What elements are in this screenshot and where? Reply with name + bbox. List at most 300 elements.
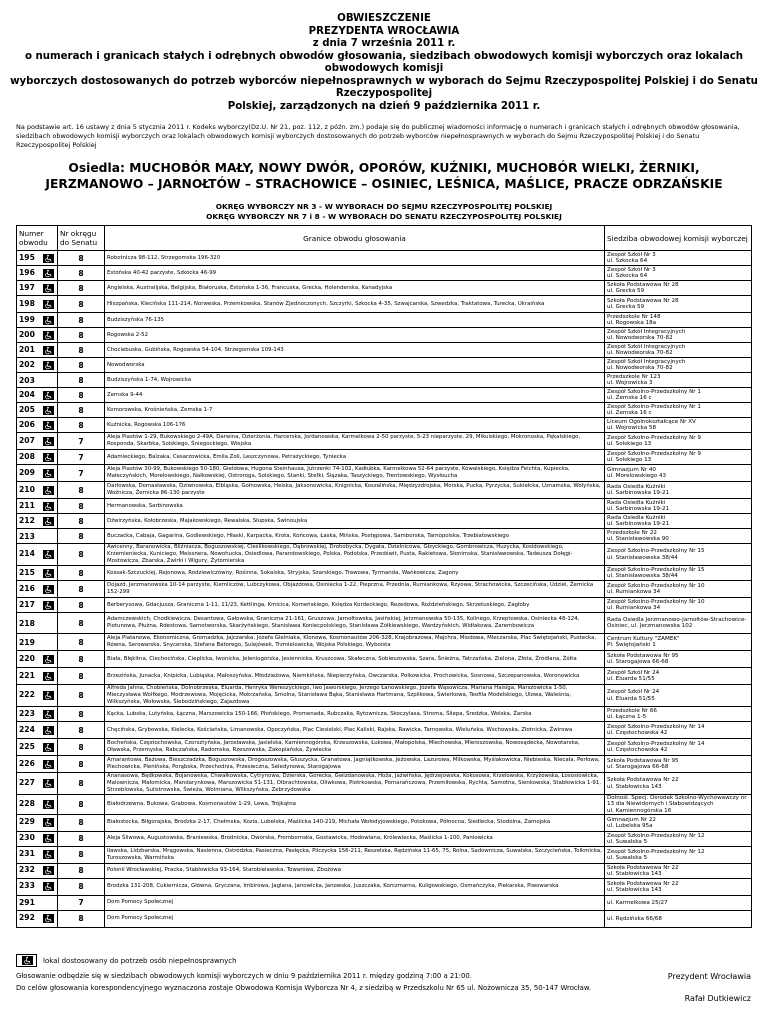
cell-numer [17,514,58,529]
cell-granice: Budziszyńska 1-74, Wojrowicka [105,373,605,388]
cell-okreg: 8 [58,529,105,544]
cell-siedziba [605,878,752,895]
district-number: 206 [19,419,35,429]
cell-numer [17,739,58,756]
table-row [17,281,752,296]
cell-siedziba [605,529,752,544]
cell-numer [17,756,58,773]
cell-granice: Buczacka, Cabaja, Gagarina, Godlewskiego, Hłaski, Karpacka, Krota, Końcowa, Łaska, Mińska, Postępowa, Samborska, Tarnopolska, Trzebiatowskiego [105,529,605,544]
cell-granice: Amarantowa, Bażowa, Bieszczadzka, Boguszowska, Drogoszowska, Głuszycka, Granatowa, Jagniątkowska, Jeżowska, Lazurowa, Milkowska, Myślakowicka, Niebieska, Niecała, Perłowa, Piechowicka, Pienińska, Porąbska, Przechodnia, Przesieczna, Seledynowa, Starogajowa [105,756,605,773]
cell-granice: Hiszpańska, Klecińska 111-214, Norweska, Przemkowska, Stanów Zjednoczonych, Szczyrki, Szkocka 4-35, Szwajcarska, Szwedzka, Traktatowa, Turecka, Ukraińska [105,296,605,313]
cell-granice: Angielska, Australijska, Belgijska, Białoruska, Estońska 1-36, Francuska, Grecka, Holenderska, Kanadyjska [105,281,605,296]
table-row [17,685,752,707]
seat-name: Zespół Szkół Nr 24 [607,669,660,676]
cell-siedziba [605,634,752,651]
cell-numer [17,450,58,465]
cell-siedziba [605,482,752,499]
seat-name: Zespół Szkolno-Przedszkolny Nr 10 [607,598,705,605]
seat-address: ul. Grecka 59 [607,288,645,294]
table-row [17,634,752,651]
wheelchair-icon [43,346,54,355]
cell-numer [17,251,58,266]
cell-numer [17,668,58,685]
signature [668,966,751,1010]
district-number: 229 [19,817,35,827]
cell-numer [17,707,58,722]
cell-granice: Awicenny, Baranowicka, Bliźniacza, Boguszowskiej, Cieślikowskiego, Dąbrowskiej, Drohobycka, Dygata, Dzielnicowa, Głzyckiego, Gombrowicza, Huzycka, Kosidowskiego, Krzemieniecka, Kuniciego, Meissnera, Nowohucka, Osiedlowa, Parandowskiego, Polska, Podolska, Przedświt, Pusta, Rakietowa, Słonimska, Stanisławowska, Tadeusza Dołęgi-Mostowicza, Zbarska, Żwirki i Wigury, Żytomierska [105,544,605,566]
cell-siedziba [605,668,752,685]
district-number: 202 [19,359,35,369]
district-number: 230 [19,833,35,843]
wheelchair-icon [43,818,54,827]
district-number: 292 [19,913,35,923]
seat-address: ul. Rumiankowa 34 [607,605,661,611]
district-number: 195 [19,252,35,262]
cell-okreg: 8 [58,685,105,707]
cell-granice: Aleja Śliwowa, Augustowska, Braniewska, Brodnicka, Dworska, Frombornska, Gostawicka, Hodowlana, Królewiecka, Maślicka 1-100, Panlowicka [105,831,605,846]
cell-okreg: 8 [58,707,105,722]
seat-address: ul. Szkocka 64 [607,258,648,264]
seat-address: ul. Sarbinowska 19-21 [607,506,670,512]
wheelchair-icon [43,391,54,400]
seat-address: ul. Rogowska 18a [607,320,657,326]
cell-numer [17,281,58,296]
seat-address: ul. Łączna 1-5 [607,714,647,720]
district-number: 233 [19,881,35,891]
cell-numer [17,529,58,544]
wheelchair-icon [43,469,54,478]
cell-numer [17,499,58,514]
seat-address: ul. Eluarda 51/55 [607,676,655,682]
seat-name: Szkoła Podstawowa Nr 22 [607,777,679,784]
seat-address: ul. Solskiego 13 [607,441,652,447]
table-row [17,388,752,403]
seat-address: ul. Sarbinowska 19-21 [607,521,670,527]
seat-name: Zespół Szkolno-Przedszkolny Nr 9 [607,434,701,441]
cell-siedziba [605,373,752,388]
cell-numer [17,722,58,739]
seat-name: Szkoła Podstawowa Nr 28 [607,281,679,288]
wheelchair-icon [43,834,54,843]
cell-okreg: 8 [58,403,105,418]
cell-granice: Białodrzewna, Bukowa, Grabowa, Kosmonautów 1-29, Lewa, Trójkątna [105,795,605,815]
seat-name: Szkoła Podstawowa Nr 22 [607,880,679,887]
cell-granice: Polonii Wrocławskiej, Pracka, Stabłowicka 93-164, Starobielawska, Towarowa, Zbożowa [105,863,605,878]
table-row [17,499,752,514]
cell-siedziba [605,358,752,373]
cell-numer [17,895,58,910]
cell-siedziba [605,514,752,529]
seat-address: ul. Stanisławowska 38/44 [607,573,678,579]
legend-label: lokal dostosowany do potrzeb osób niepełnosprawnych [43,956,237,965]
cell-okreg: 7 [58,450,105,465]
wheelchair-icon [43,421,54,430]
cell-okreg: 8 [58,388,105,403]
wheelchair-icon [43,406,54,415]
table-row [17,313,752,328]
district-number: 201 [19,344,35,354]
wheelchair-icon [43,743,54,752]
cell-granice: Kossak-Szczuckiej, Rejonowa, Rodziewiczówny, Rośinna, Sokalska, Stryjska, Szarskiego, Trawowa, Tyrmanda, Wańkowicza, Zagony [105,566,605,581]
cell-siedziba [605,773,752,795]
seat-address: ul. Zemska 16 c [607,395,652,401]
district-number: 291 [19,898,35,908]
footer [16,970,591,994]
seat-name: Gimnazjum Nr 40 [607,466,656,473]
district-number: 209 [19,467,35,477]
wheelchair-icon [43,726,54,735]
cell-numer [17,465,58,482]
table-row [17,910,752,927]
seat-name: Zespół Szkolno-Przedszkolny Nr 10 [607,582,705,589]
cell-numer [17,544,58,566]
district-number: 221 [19,670,35,680]
cell-okreg: 8 [58,499,105,514]
table-row [17,846,752,863]
cell-okreg: 8 [58,514,105,529]
cell-siedziba [605,465,752,482]
cell-granice: Adamieckiego, Balzaka, Cesarzowicka, Emila Zoli, Leszczynowa, Petrażyckiego, Tyniecka [105,450,605,465]
signature-title: Prezydent Wrocławia [667,972,751,981]
cell-siedziba [605,281,752,296]
cell-siedziba [605,846,752,863]
district-number: 226 [19,758,35,768]
cell-numer [17,795,58,815]
districts-table [16,225,752,928]
cell-granice: Białostocka, Biłgorajska, Brodzka 2-17, Chełmska, Kozia, Lubelska, Maślicka 140-219, Michała Wołodyjowskiego, Potokowa, Północna, Siedlecka, Stodolna, Zamojska [105,814,605,831]
cell-siedziba [605,266,752,281]
cell-okreg: 8 [58,773,105,795]
wheelchair-icon [43,453,54,462]
district-number: 211 [19,500,35,510]
cell-okreg: 8 [58,373,105,388]
cell-numer [17,266,58,281]
cell-okreg: 8 [58,846,105,863]
district-number: 205 [19,404,35,414]
cell-granice: Darłowska, Domasławska, Dziwnowska, Elbląska, Gołnowska, Helska, Jaksonowicka, Knignicka, Koszalińska, Międzyzdrojska, Morska, Pucka, Pyrzycka, Sukiełcka, Uznamska, Wolyńska, Woźnicza, Żernicka 86-130 parzyste [105,482,605,499]
table-row [17,795,752,815]
cell-okreg: 8 [58,581,105,598]
table-row [17,296,752,313]
district-number: 212 [19,515,35,525]
cell-okreg: 8 [58,634,105,651]
cell-granice: Budziszyńska 76-135 [105,313,605,328]
wheelchair-icon [43,437,54,446]
district-number: 224 [19,724,35,734]
legend-box [16,954,37,967]
seat-address: ul. Nowodworska 70-82 [607,335,673,341]
table-row [17,598,752,613]
seat-address: ul. Solskiego 13 [607,457,652,463]
cell-numer [17,296,58,313]
seat-name: Zespół Szkół Integracyjnych [607,358,686,365]
legend [16,954,237,967]
cell-granice: Aleja Platanowa, Ekonomiczna, Gromadzka, Jajczarska, Józefa Gielniaka, Klonowa, Kosmonautów 206-328, Krajobrazowa, Majchra, Miodowa, Mleczarska, Plac Świętojański, Pustecka, Równa, Serowarska, Snycerska, Stefana Batorego, Sulejówek, Trzmielowicka, Wojska Polskiego, Wyboista [105,634,605,651]
cell-okreg: 8 [58,296,105,313]
cell-granice: Adamczewskich, Chodkiewicza, Desantowa, Gałowska, Graniczna 21-161, Gruszowa, Jarnołtowska, Jasińskiej, Jerzmanowska 50-135, Kolinego, Krzeptowska, Osiniecka 48-124, Piotunowa, Płużna, Rdestowa, Samotworska, Skarżyńskiego, Stanisława Koniecpolskiego, Stanisława Żółkiewskiego, Wardzyńskich, Widłakowa, Zarembowicza [105,613,605,634]
seat-name: Zespół Szkolno-Przedszkolny Nr 9 [607,450,701,457]
district-number: 203 [19,375,35,385]
seat-address: ul. Częstochowska 42 [607,730,668,736]
cell-okreg: 8 [58,863,105,878]
district-number: 220 [19,653,35,663]
table-row [17,814,752,831]
table-header-row [17,226,752,251]
district-number: 196 [19,267,35,277]
cell-okreg: 7 [58,465,105,482]
cell-okreg: 8 [58,328,105,343]
seat-address: ul. Suwalska 5 [607,854,648,861]
seat-name: Szkoła Podstawowa Nr 22 [607,864,679,871]
district-number: 216 [19,583,35,593]
wheelchair-icon [43,850,54,859]
table-row [17,651,752,668]
table-row [17,895,752,910]
cell-siedziba [605,313,752,328]
cell-granice: Komorowska, Krośnieńska, Zemska 1-7 [105,403,605,418]
seat-address: ul. Starogajowa 66-68 [607,659,669,665]
cell-numer [17,403,58,418]
seat-name: Zespół Szkolno-Przedszkolny Nr 14 [607,723,705,730]
wheelchair-icon [43,779,54,788]
table-row [17,482,752,499]
cell-granice: Aleja Piastów 30-99, Bukowskiego 50-180, Gieldowa, Hugona Steinhausa, Jutrzenki 74-102, Kadłubka, Karmelkowa 52-64 parzyste, Kowalskiego, Księdza Feichta, Kupiecka, Małeczyńskich, Morelowskiego, Nałkowskiej, Ostroroga, Solskiego, Stanki, Stefki, Ślązaka, Taszyckiego, Trentowskiego, Wysłoucha [105,465,605,482]
cell-okreg: 8 [58,613,105,634]
cell-siedziba [605,418,752,433]
seat-name: Szkoła Podstawowa Nr 28 [607,297,679,304]
cell-granice: Chociebuska, Gubińska, Rogowska 54-104, Strzegomska 109-143 [105,343,605,358]
cell-granice: Dźwirzyńska, Kołobrzeska, Majakowskiego, Rewalska, Słupska, Świnoujska [105,514,605,529]
cell-granice: Brzezińska, Junacka, Knipicka, Lubiąska, Małoszyńska, Młodzieżowa, Niemkińska, Niepierzyńska, Owczarska, Polkowicka, Prochowicka, Sosnowa, Szczepanowska, Woronowicka [105,668,605,685]
notice-subject-1: o numerach i granicach stałych i odrębnych obwodów głosowania, siedzibach obwodowych komisji wyborczych oraz lokalach obwodowych komisji [24,50,744,74]
cell-siedziba [605,739,752,756]
table-row [17,756,752,773]
footer-postal-voting: Do celów głosowania korespondencyjnego wyznaczona zostaje Obwodowa Komisja Wyborcza Nr 4, z siedzibą w Przedszkolu Nr 65 ul. Nożownicza 35, 50-147 Wrocław. [16,984,592,992]
seat-address: ul. Nowodworska 70-82 [607,365,673,371]
cell-numer [17,846,58,863]
seat-name: Szkoła Podstawowa Nr 95 [607,652,679,659]
seat-name: Zespół Szkolno-Przedszkolny Nr 12 [607,832,705,839]
wheelchair-icon [43,800,54,809]
seat-address: ul. Wojrowicka 3 [607,380,653,386]
seat-address: ul. Częstochowska 42 [607,747,668,753]
cell-numer [17,814,58,831]
cell-numer [17,482,58,499]
seat-name: Rada Osiedla Kuźniki [607,499,666,506]
cell-numer [17,831,58,846]
table-row [17,739,752,756]
district-number: 218 [19,618,35,628]
cell-granice: Rogowska 2-52 [105,328,605,343]
district-number: 228 [19,798,35,808]
wheelchair-icon [43,269,54,278]
area-line-1: Osiedla: MUCHOBÓR MAŁY, NOWY DWÓR, OPORÓW, KUŹNIKI, MUCHOBÓR WIELKI, ŻERNIKI, [68,161,700,175]
cell-okreg: 8 [58,722,105,739]
cell-okreg: 8 [58,668,105,685]
cell-okreg: 7 [58,433,105,450]
wheelchair-icon [43,655,54,664]
district-number: 197 [19,282,35,292]
cell-granice: Biała, Błękitna, Ciechocińska, Cieplicka, Iwonicka, Jeleniogórska, Jesiennicka, Kruszcowa, Skałeczna, Sobieszowska, Szara, Śnieżna, Tatrzańska, Zielona, Złota, Źródlana, Żółta [105,651,605,668]
seat-name: Zespół Szkół Integracyjnych [607,343,686,350]
table-row [17,581,752,598]
seat-name: Zespół Szkolno-Przedszkolny Nr 1 [607,388,701,395]
notice-header [0,13,768,113]
wheelchair-icon [43,486,54,495]
cell-numer [17,343,58,358]
cell-numer [17,634,58,651]
table-row [17,266,752,281]
seat-address: ul. Sarbinowska 19-21 [607,490,670,496]
seat-name: Gimnazjum Nr 22 [607,816,656,823]
cell-numer [17,328,58,343]
cell-granice: Estońska 40-42 parzyste, Szkocka 46-99 [105,266,605,281]
district-number: 231 [19,849,35,859]
seat-name: Centrum Kultury "ZAMEK" [607,635,680,642]
cell-numer [17,581,58,598]
seat-name: Zespół Szkolno-Przedszkolny Nr 12 [607,848,705,855]
signature-name: Rafał Dutkiewicz [684,994,751,1003]
cell-siedziba [605,388,752,403]
table-row [17,403,752,418]
district-number: 204 [19,389,35,399]
cell-okreg: 8 [58,831,105,846]
wheelchair-icon [43,882,54,891]
table-row [17,831,752,846]
cell-okreg: 8 [58,343,105,358]
cell-granice: Dojazd, Jerzmanowska 10-14 parzyste, Kiemliczów, Lubczykowa, Objazdowa, Osiniecka 1-22, Pieprzna, Przednia, Rumiankowa, Rzyowa, Strachowicka, Szczecińska, Udziel, Żernicka 152-299 [105,581,605,598]
cell-okreg: 8 [58,418,105,433]
district-number: 207 [19,435,35,445]
district-info [0,202,768,222]
cell-okreg: 8 [58,910,105,927]
legal-basis: Na podstawie art. 16 ustawy z dnia 5 stycznia 2011 r. Kodeks wyborczy(Dz.U. Nr 21, poz. 112, z późn. zm.) podaje się do publicznej wiadomości informację o numerach i granicach stałych i odrębnych obwodów głosowania, siedzibach obwodowych komisji wyborczych oraz lokalach obwodowych komisji wyborczych dostosowanych do potrzeb wyborców niepełnosprawnych w wyborach do Sejmu Rzeczypospolitej Polskiej i do Senatu Rzeczypospolitej Polskiej [16,123,740,149]
cell-granice: Dom Pomocy Społecznej [105,910,605,927]
cell-okreg: 8 [58,598,105,613]
cell-granice: Kuźnicka, Rogowska 106-176 [105,418,605,433]
cell-okreg: 8 [58,814,105,831]
cell-numer [17,773,58,795]
col-header-granice: Granice obwodu głosowania [105,226,605,251]
wheelchair-icon [43,710,54,719]
wheelchair-icon [43,672,54,681]
wheelchair-icon [43,760,54,769]
seat-name: Zespół Szkół Nr 3 [607,266,656,273]
cell-numer [17,358,58,373]
wheelchair-icon [43,569,54,578]
wheelchair-icon [43,866,54,875]
cell-okreg: 8 [58,544,105,566]
seat-address: ul. Zemska 16 c [607,410,652,416]
cell-numer [17,910,58,927]
cell-granice: Berberysowa, Gdacjusza, Graniczna 1-11, 11/23, Kettlinga, Kmicica, Komeńskiego, Księdza Kordeckiego, Rezedowa, Roździeńskiego, Skrzetuskiego, Zagłoby [105,598,605,613]
cell-siedziba [605,651,752,668]
notice-subject-3: Polskiej, zarządzonych na dzień 9 października 2011 r. [227,100,541,112]
cell-okreg: 8 [58,251,105,266]
cell-granice: Nowodworska [105,358,605,373]
seat-address: ul. Starogajowa 66-68 [607,764,669,770]
cell-numer [17,685,58,707]
seat-name: Zespół Szkolno-Przedszkolny Nr 15 [607,566,705,573]
wheelchair-icon [43,517,54,526]
wheelchair-icon [22,956,33,965]
cell-okreg: 8 [58,313,105,328]
seat-name: Zespół Szkolno-Przedszkolny Nr 14 [607,740,705,747]
cell-okreg: 8 [58,795,105,815]
seat-address: ul. Rumiankowa 34 [607,589,661,595]
cell-siedziba [605,403,752,418]
table-row [17,529,752,544]
wheelchair-icon [43,691,54,700]
cell-siedziba [605,598,752,613]
cell-granice: Hermanowska, Sarbinowska [105,499,605,514]
cell-siedziba [605,499,752,514]
district-number: 198 [19,298,35,308]
cell-siedziba [605,581,752,598]
table-row [17,668,752,685]
seat-name: Liceum Ogólnokształcące Nr XV [607,418,696,425]
district-number: 213 [19,531,35,541]
seat-name: Przedszkole Nr 22 [607,529,657,536]
district-senat: OKRĘG WYBORCZY NR 7 i 8 - W WYBORACH DO SENATU RZECZYPOSPOLITEJ POLSKIEJ [206,212,562,221]
col-header-okreg: Nr okręgu do Senatu [58,226,105,251]
cell-siedziba [605,433,752,450]
notice-date: z dnia 7 września 2011 r. [312,38,456,49]
table-row [17,544,752,566]
cell-siedziba [605,910,752,927]
area-title [0,160,768,192]
cell-granice: Zemska 9-44 [105,388,605,403]
wheelchair-icon [43,502,54,511]
notice-subject-2: wyborczych dostosowanych do potrzeb wyborców niepełnosprawnych w wyborach do Sejmu Rzeczypospolitej Polskiej i do Senatu Rzeczypospolitej [10,75,758,99]
seat-name: Przedszkole Nr 148 [607,313,661,320]
table-row [17,358,752,373]
seat-name: Rada Osiedla Kuźniki [607,514,666,521]
wheelchair-icon [43,361,54,370]
table-row [17,566,752,581]
district-number: 208 [19,451,35,461]
district-number: 219 [19,637,35,647]
wheelchair-icon [43,254,54,263]
wheelchair-icon [43,585,54,594]
cell-numer [17,313,58,328]
cell-numer [17,388,58,403]
cell-granice: Aleja Piastów 1-29, Bukowskiego 2-49A, Darwina, Dzierżonia, Harcerska, Jordanowska, Karmelkowa 2-50 parzyste, 5-23 nieparzyste, 29, Mikulskiego, Mokronoska, Pękalskiego, Rosponda, Skarbka, Solskiego, Śniegockiego, Wiejska [105,433,605,450]
district-number: 210 [19,484,35,494]
cell-granice: Kącka, Lubska, Lutyńska, Łączna, Marszowicka 150-166, Płońskiego, Promenada, Rubczaka, Rytownicza, Skoczylasa, Stroma, Śliepa, Średzka, Wolska, Żarska [105,707,605,722]
table-row [17,343,752,358]
wheelchair-icon [43,914,54,923]
cell-numer [17,566,58,581]
seat-name: ul. Karmelkowa 25/27 [607,899,668,906]
cell-siedziba [605,613,752,634]
col-header-numer: Numer obwodu [17,226,58,251]
cell-siedziba [605,296,752,313]
cell-siedziba [605,863,752,878]
district-sejm: OKRĘG WYBORCZY NR 3 - W WYBORACH DO SEJMU RZECZYPOSPOLITEJ POLSKIEJ [215,202,553,211]
table-row [17,878,752,895]
seat-name: ul. Rędzińska 66/68 [607,915,662,922]
cell-siedziba [605,722,752,739]
cell-numer [17,433,58,450]
footer-voting-hours: Głosowanie odbędzie się w siedzibach obwodowych komisji wyborczych w dniu 9 października 2011 r. między godziną 7:00 a 21:00. [16,972,472,980]
cell-granice: Ananasowa, Będkowska, Bojanowska, Chwałkowska, Cytrynowa, Dzierska, Górecka, Gwizdanowska, Hoża, Jaźwińska, Jędrzejowska, Kokosowa, Krzelowska, Krzyżowska, Łososiowicka, Malownicza, Małomicka, Mandarynkowa, Marszowicka 51-131, Olbrachtowska, Oliwkowa, Piotrkowska, Pomarańczowa, Przemiłowska, Rychta, Samotna, Sienkowska, Stabłowicka 1-91, Strzeblowska, Sulistrowska, Świeża, Wolmiana, Wilkszyńska, Zebrzydowska [105,773,605,795]
seat-address: ul. Eluarda 51/55 [607,695,655,702]
cell-numer [17,373,58,388]
wheelchair-icon [43,550,54,559]
seat-address: Pl. Świętojański 1 [607,642,656,648]
cell-granice: Chęcińska, Grybowska, Kielecka, Kościańska, Limanowska, Opoczyńska, Plac Ciesielski, Plac Kaliski, Rajska, Rawicka, Tarnowska, Wieluńska, Wschowska, Złotnicka, Żwirowa [105,722,605,739]
